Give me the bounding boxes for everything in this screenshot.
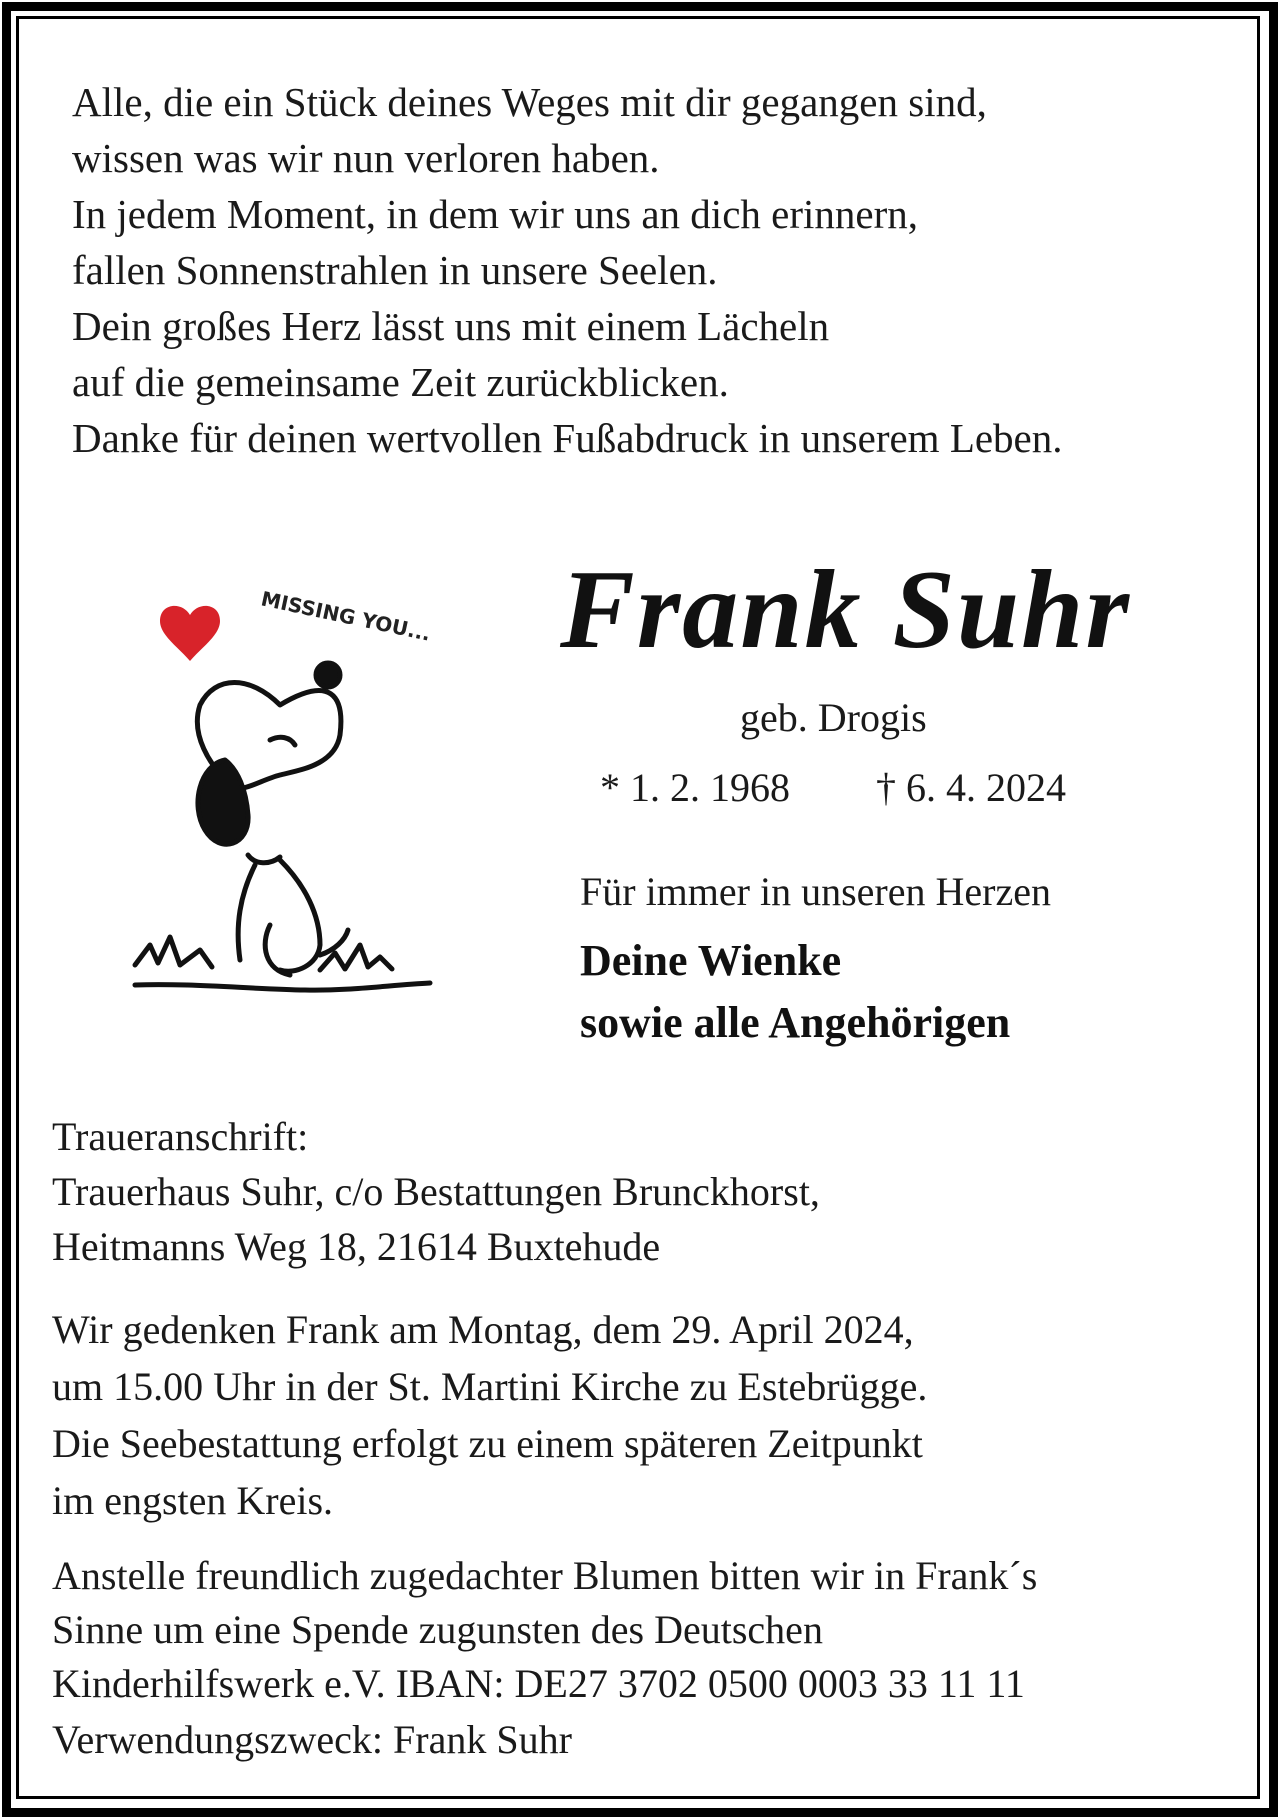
snoopy-illustration	[130, 565, 470, 1005]
poem-line: auf die gemeinsame Zeit zurückblicken.	[72, 359, 729, 405]
address-line: Trauerhaus Suhr, c/o Bestattungen Brunckhorst,	[52, 1169, 820, 1214]
poem-line: Alle, die ein Stück deines Weges mit dir gegangen sind,	[72, 79, 987, 125]
death-date: † 6. 4. 2024	[876, 765, 1066, 810]
service-line: Die Seebestattung erfolgt zu einem späteren Zeitpunkt	[52, 1421, 923, 1466]
birth-name: geb. Drogis	[740, 695, 927, 740]
donation-line: Verwendungszweck: Frank Suhr	[52, 1717, 572, 1762]
birth-date: * 1. 2. 1968	[600, 765, 790, 810]
missing-you-caption: MISSING YOU...	[258, 586, 433, 646]
service-line: Wir gedenken Frank am Montag, dem 29. April 2024,	[52, 1307, 914, 1352]
poem-line: Danke für deinen wertvollen Fußabdruck in unserem Leben.	[72, 415, 1063, 461]
poem-line: Dein großes Herz lässt uns mit einem Lächeln	[72, 303, 830, 349]
donation-line: Sinne um eine Spende zugunsten des Deutschen	[52, 1607, 823, 1652]
donation-line: Anstelle freundlich zugedachter Blumen bitten wir in Frank´s	[52, 1553, 1038, 1598]
donation-line: Kinderhilfswerk e.V. IBAN: DE27 3702 0500 0003 33 11 11	[52, 1661, 1025, 1706]
service-line: im engsten Kreis.	[52, 1478, 334, 1523]
poem-line: wissen was wir nun verloren haben.	[72, 135, 660, 181]
signature-line: sowie alle Angehörigen	[580, 998, 1011, 1047]
farewell-text: Für immer in unseren Herzen	[580, 869, 1051, 914]
deceased-name: Frank Suhr	[560, 548, 1132, 672]
poem-line: In jedem Moment, in dem wir uns an dich erinnern,	[72, 191, 918, 237]
service-line: um 15.00 Uhr in der St. Martini Kirche zu Estebrügge.	[52, 1364, 928, 1409]
address-label: Traueranschrift:	[52, 1114, 309, 1159]
poem-line: fallen Sonnenstrahlen in unsere Seelen.	[72, 247, 718, 293]
signature-line: Deine Wienke	[580, 936, 842, 985]
heart-icon	[160, 606, 220, 661]
address-line: Heitmanns Weg 18, 21614 Buxtehude	[52, 1224, 661, 1269]
